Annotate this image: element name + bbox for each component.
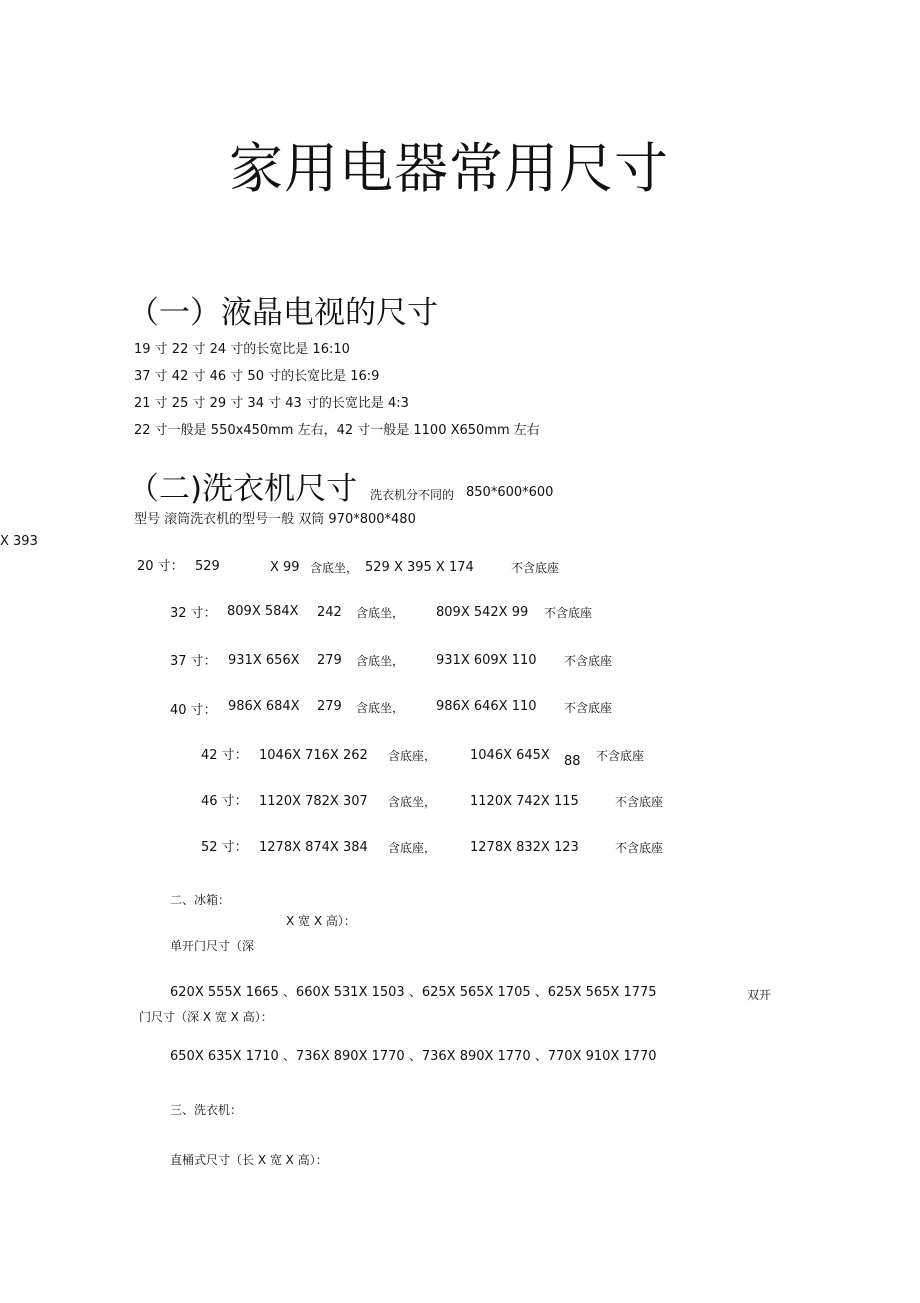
section-2-heading: （二)洗衣机尺寸 <box>128 471 358 507</box>
tv-base-note: 含底坐， <box>356 654 405 668</box>
fridge-double-door-label: 门尺寸（深 X 宽 X 高）： <box>139 1010 273 1024</box>
section-2-heading-note: 洗衣机分不同的 <box>370 488 455 502</box>
tv-no-base-note: 不含底座 <box>615 795 664 809</box>
section-1-line: 21 寸 25 寸 29 寸 34 寸 43 寸的长宽比是 4:3 <box>134 396 409 411</box>
tv-dims-with-base: 529 <box>195 559 220 574</box>
tv-size-label: 37 寸： <box>170 654 217 669</box>
stray-text: X 393 <box>0 534 38 549</box>
tv-dims-with-base: X 99 <box>270 560 300 575</box>
tv-no-base-note: 不含底座 <box>511 561 560 575</box>
tv-dims-with-base: 279 <box>317 699 342 714</box>
section-1-line: 19 寸 22 寸 24 寸的长宽比是 16:10 <box>134 342 350 357</box>
section-2-line: 型号 滚筒洗衣机的型号一般 双筒 970*800*480 <box>134 512 416 527</box>
section-1-heading: （一）液晶电视的尺寸 <box>128 295 438 331</box>
tv-base-note: 含底坐， <box>310 561 359 575</box>
tv-dims-without-base: 1120X 742X 115 <box>470 794 579 809</box>
tv-dims-with-base: 279 <box>317 653 342 668</box>
tv-dims-with-base: 931X 656X <box>228 653 300 668</box>
tv-base-note: 含底坐， <box>356 606 405 620</box>
fridge-single-door-label: 单开门尺寸（深 <box>170 939 255 953</box>
washer-heading: 三、洗衣机： <box>170 1103 243 1117</box>
tv-base-note: 含底坐， <box>388 795 437 809</box>
tv-dims-without-base: 1046X 645X <box>470 748 550 763</box>
tv-dims-with-base: 1120X 782X 307 <box>259 794 368 809</box>
tv-dims-without-base: 931X 609X 110 <box>436 653 537 668</box>
tv-no-base-note: 不含底座 <box>564 701 613 715</box>
section-1-line: 22 寸一般是 550x450mm 左右，42 寸一般是 1100 X650mm 左右 <box>134 423 540 438</box>
tv-dims-without-base: 1278X 832X 123 <box>470 840 579 855</box>
fridge-single-door-values: 620X 555X 1665 、660X 531X 1503 、625X 565X 1705 、625X 565X 1775 <box>170 985 657 1000</box>
tv-dims-with-base: 986X 684X <box>228 699 300 714</box>
washer-dimension-line: 直桶式尺寸（长 X 宽 X 高）： <box>170 1153 328 1167</box>
tv-size-label: 52 寸： <box>201 840 248 855</box>
tv-dims-with-base: 809X 584X <box>227 604 299 619</box>
fridge-double-door-label: 双开 <box>747 988 772 1002</box>
document-title: 家用电器常用尺寸 <box>229 137 669 200</box>
tv-dims-without-base: 809X 542X 99 <box>436 605 529 620</box>
fridge-double-door-values: 650X 635X 1710 、736X 890X 1770 、736X 890X 1770 、770X 910X 1770 <box>170 1049 657 1064</box>
tv-dims-with-base: 1278X 874X 384 <box>259 840 368 855</box>
tv-no-base-note: 不含底座 <box>564 654 613 668</box>
tv-size-label: 32 寸： <box>170 606 217 621</box>
tv-base-note: 含底座， <box>388 749 437 763</box>
tv-dims-with-base: 242 <box>317 605 342 620</box>
tv-size-label: 46 寸： <box>201 794 248 809</box>
tv-size-label: 42 寸： <box>201 748 248 763</box>
fridge-heading: 二、冰箱： <box>170 893 231 907</box>
tv-dims-without-base: 529 X 395 X 174 <box>365 560 474 575</box>
tv-size-label: 40 寸： <box>170 703 217 718</box>
fridge-dimension-order: X 宽 X 高）： <box>286 914 356 928</box>
section-1-line: 37 寸 42 寸 46 寸 50 寸的长宽比是 16:9 <box>134 369 380 384</box>
section-2-heading-dims: 850*600*600 <box>466 485 554 500</box>
tv-base-note: 含底坐， <box>356 701 405 715</box>
tv-no-base-note: 不含底座 <box>544 606 593 620</box>
tv-no-base-note: 不含底座 <box>596 749 645 763</box>
tv-size-label: 20 寸： <box>137 559 184 574</box>
tv-dims-subscript: 88 <box>564 754 581 769</box>
tv-dims-with-base: 1046X 716X 262 <box>259 748 368 763</box>
tv-base-note: 含底座， <box>388 841 437 855</box>
tv-no-base-note: 不含底座 <box>615 841 664 855</box>
tv-dims-without-base: 986X 646X 110 <box>436 699 537 714</box>
